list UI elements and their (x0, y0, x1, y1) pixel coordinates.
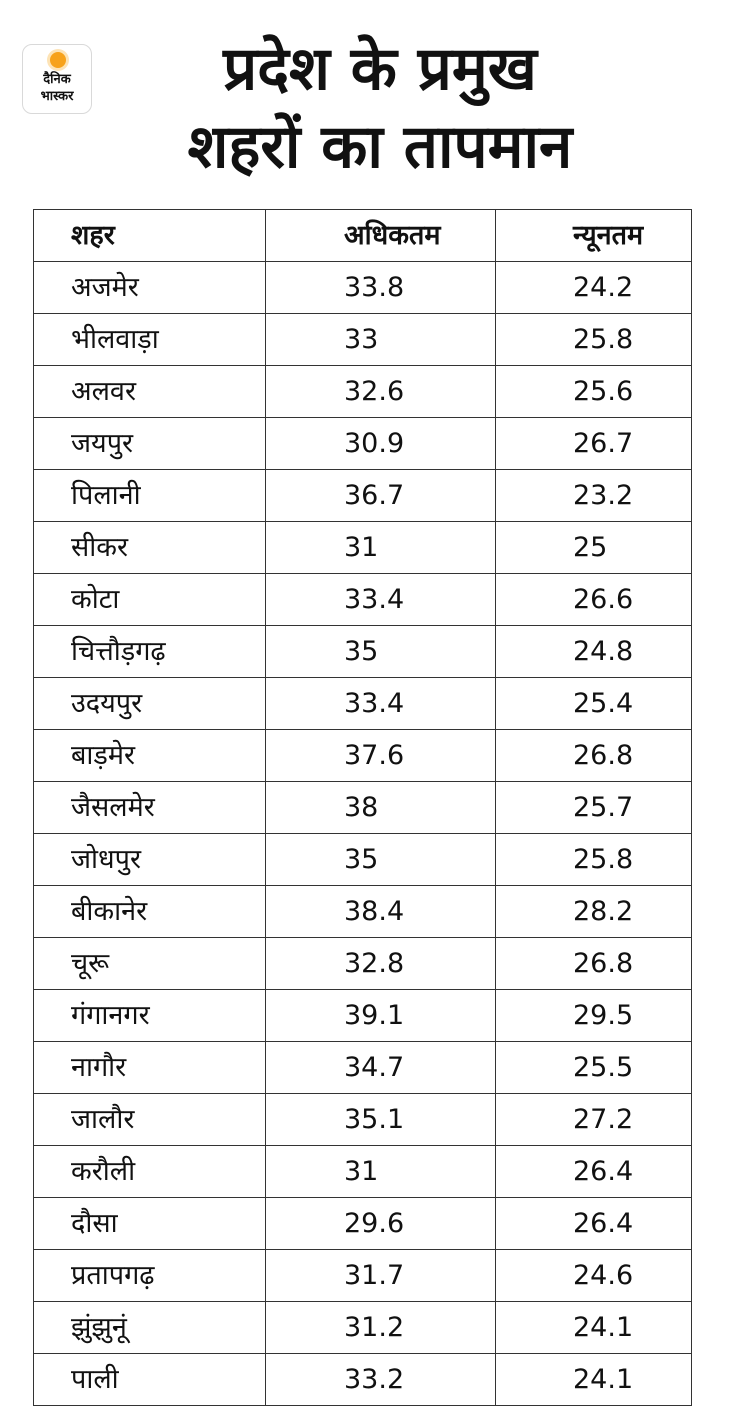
min-temp-cell: 24.1 (496, 1354, 692, 1406)
table-row (34, 1302, 692, 1354)
min-temp-cell: 25.6 (496, 366, 692, 418)
min-temp-cell: 25.4 (496, 678, 692, 730)
max-temp-cell: 29.6 (266, 1198, 496, 1250)
table-row (34, 990, 692, 1042)
city-cell: कोटा (34, 574, 266, 626)
city-cell: जालौर (34, 1094, 266, 1146)
min-temp-cell: 26.6 (496, 574, 692, 626)
table-row (34, 574, 692, 626)
table-row (34, 730, 692, 782)
page-title (100, 30, 660, 186)
max-temp-cell: 33.2 (266, 1354, 496, 1406)
city-cell: चित्तौड़गढ़ (34, 626, 266, 678)
table-row (34, 1250, 692, 1302)
table-row (34, 262, 692, 314)
table-row (34, 834, 692, 886)
sun-icon (50, 52, 66, 68)
table-row (34, 1094, 692, 1146)
table-row (34, 1198, 692, 1250)
table-row (34, 366, 692, 418)
max-temp-cell: 31.2 (266, 1302, 496, 1354)
max-temp-cell: 38 (266, 782, 496, 834)
min-temp-cell: 24.6 (496, 1250, 692, 1302)
logo-text-line2: भास्कर (40, 89, 74, 104)
max-temp-cell: 31 (266, 1146, 496, 1198)
min-temp-cell: 25.8 (496, 834, 692, 886)
logo-text-line1: दैनिक (43, 72, 71, 87)
max-temp-cell: 33.4 (266, 678, 496, 730)
city-cell: पिलानी (34, 470, 266, 522)
city-cell: जैसलमेर (34, 782, 266, 834)
city-cell: सीकर (34, 522, 266, 574)
header-max: अधिकतम (266, 210, 496, 262)
table-row (34, 678, 692, 730)
city-cell: करौली (34, 1146, 266, 1198)
city-cell: प्रतापगढ़ (34, 1250, 266, 1302)
max-temp-cell: 31.7 (266, 1250, 496, 1302)
title-line1: प्रदेश के प्रमुख (223, 34, 537, 104)
min-temp-cell: 25 (496, 522, 692, 574)
table-row (34, 522, 692, 574)
max-temp-cell: 35.1 (266, 1094, 496, 1146)
max-temp-cell: 33.4 (266, 574, 496, 626)
table-header-row (34, 210, 692, 262)
city-cell: जोधपुर (34, 834, 266, 886)
table-row (34, 314, 692, 366)
header-min: न्यूनतम (496, 210, 692, 262)
table-row (34, 470, 692, 522)
min-temp-cell: 24.8 (496, 626, 692, 678)
table-row (34, 1354, 692, 1406)
max-temp-cell: 33.8 (266, 262, 496, 314)
city-cell: जयपुर (34, 418, 266, 470)
table-row (34, 418, 692, 470)
max-temp-cell: 33 (266, 314, 496, 366)
min-temp-cell: 28.2 (496, 886, 692, 938)
min-temp-cell: 26.4 (496, 1198, 692, 1250)
min-temp-cell: 25.8 (496, 314, 692, 366)
min-temp-cell: 26.8 (496, 730, 692, 782)
header-city: शहर (34, 210, 266, 262)
table-row (34, 1146, 692, 1198)
min-temp-cell: 26.8 (496, 938, 692, 990)
max-temp-cell: 35 (266, 834, 496, 886)
min-temp-cell: 24.1 (496, 1302, 692, 1354)
min-temp-cell: 25.7 (496, 782, 692, 834)
max-temp-cell: 37.6 (266, 730, 496, 782)
city-cell: अजमेर (34, 262, 266, 314)
city-cell: उदयपुर (34, 678, 266, 730)
min-temp-cell: 26.4 (496, 1146, 692, 1198)
max-temp-cell: 35 (266, 626, 496, 678)
max-temp-cell: 38.4 (266, 886, 496, 938)
city-cell: गंगानगर (34, 990, 266, 1042)
table-row (34, 782, 692, 834)
max-temp-cell: 31 (266, 522, 496, 574)
table-row (34, 886, 692, 938)
temperature-table (33, 209, 692, 1406)
title-line2: शहरों का तापमान (187, 112, 573, 182)
min-temp-cell: 29.5 (496, 990, 692, 1042)
city-cell: बाड़मेर (34, 730, 266, 782)
city-cell: झुंझुनूं (34, 1302, 266, 1354)
table-row (34, 626, 692, 678)
max-temp-cell: 30.9 (266, 418, 496, 470)
max-temp-cell: 36.7 (266, 470, 496, 522)
city-cell: भीलवाड़ा (34, 314, 266, 366)
max-temp-cell: 34.7 (266, 1042, 496, 1094)
city-cell: नागौर (34, 1042, 266, 1094)
max-temp-cell: 32.6 (266, 366, 496, 418)
brand-logo (22, 44, 92, 114)
max-temp-cell: 39.1 (266, 990, 496, 1042)
min-temp-cell: 24.2 (496, 262, 692, 314)
max-temp-cell: 32.8 (266, 938, 496, 990)
min-temp-cell: 25.5 (496, 1042, 692, 1094)
city-cell: चूरू (34, 938, 266, 990)
table-row (34, 1042, 692, 1094)
min-temp-cell: 23.2 (496, 470, 692, 522)
city-cell: दौसा (34, 1198, 266, 1250)
city-cell: पाली (34, 1354, 266, 1406)
min-temp-cell: 27.2 (496, 1094, 692, 1146)
city-cell: बीकानेर (34, 886, 266, 938)
table-row (34, 938, 692, 990)
city-cell: अलवर (34, 366, 266, 418)
min-temp-cell: 26.7 (496, 418, 692, 470)
